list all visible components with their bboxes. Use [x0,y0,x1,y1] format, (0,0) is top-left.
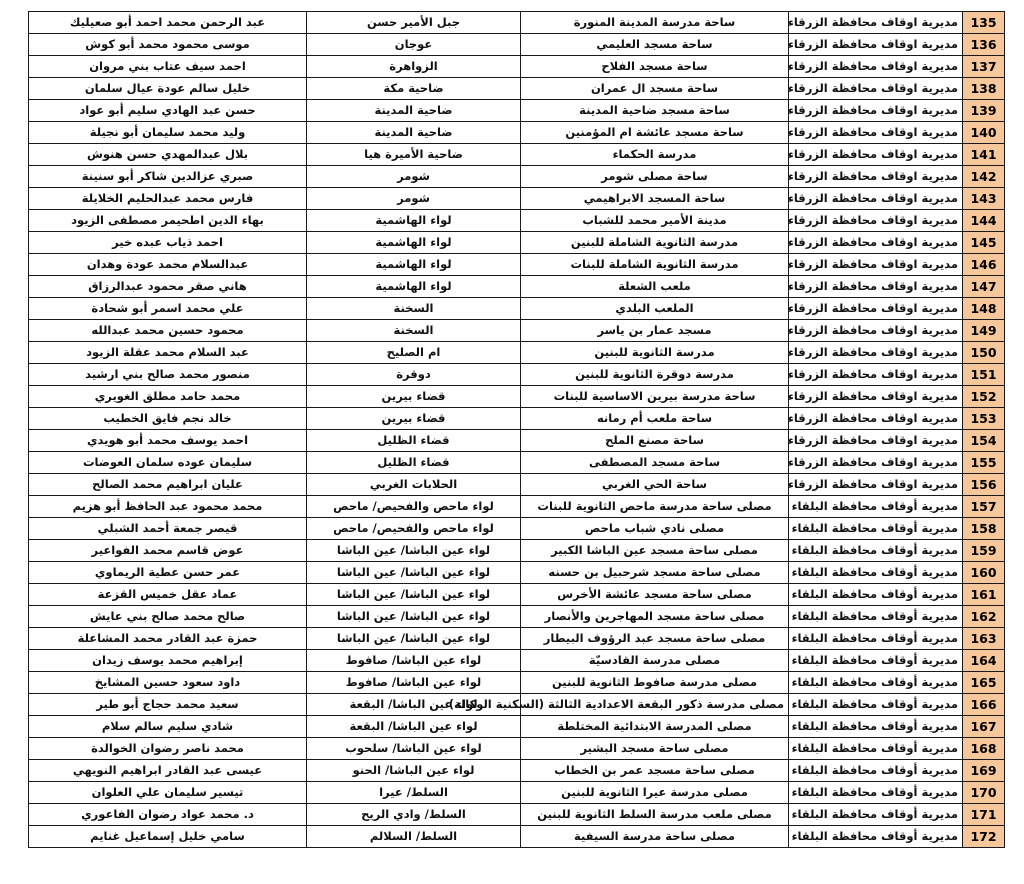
directorate-cell: مديرية اوقاف محافظة الزرقاء [789,320,963,342]
row-number: 164 [963,650,1005,672]
site-cell: ساحة المسجد الابراهيمي [521,188,789,210]
area-cell: عوجان [307,34,521,56]
directorate-cell: مديرية اوقاف محافظة الزرقاء [789,430,963,452]
site-cell: مصلى مدرسة ذكور البقعة الاعدادية الثالثة (السكنية الوكالة) [521,694,789,716]
table-row [29,496,1005,518]
table-row [29,276,1005,298]
row-number: 159 [963,540,1005,562]
table-row [29,452,1005,474]
area-cell: لواء الهاشمية [307,276,521,298]
site-cell: مدرسة الحكماء [521,144,789,166]
area-cell: ضاحية المدينة [307,122,521,144]
site-cell: مصلى مدرسة صافوط الثانوية للبنين [521,672,789,694]
person-name-cell: محمد حامد مطلق الغويري [29,386,307,408]
person-name-cell: بهاء الدين اطحيمر مصطفى الزيود [29,210,307,232]
person-name-cell: داود سعود حسين المشايخ [29,672,307,694]
area-cell: ضاحية الأميرة هيا [307,144,521,166]
site-cell: مدرسة الثانوية الشاملة للبنات [521,254,789,276]
directorate-cell: مديرية اوقاف محافظة الزرقاء [789,12,963,34]
area-cell: قضاء بيرين [307,386,521,408]
row-number: 169 [963,760,1005,782]
area-cell: لواء عين الباشا/ صافوط [307,650,521,672]
person-name-cell: عمر حسن عطية الريماوي [29,562,307,584]
person-name-cell: قيصر جمعة أحمد الشبلي [29,518,307,540]
table-row [29,298,1005,320]
site-cell: مصلى ساحة مسجد عبد الرؤوف البيطار [521,628,789,650]
site-cell: ساحة مسجد المصطفى [521,452,789,474]
area-cell: ضاحية المدينة [307,100,521,122]
person-name-cell: عبد الرحمن محمد احمد أبو صعيليك [29,12,307,34]
row-number: 139 [963,100,1005,122]
row-number: 146 [963,254,1005,276]
row-number: 157 [963,496,1005,518]
person-name-cell: وليد محمد سليمان أبو نجيلة [29,122,307,144]
table-row [29,782,1005,804]
table-row [29,826,1005,848]
person-name-cell: د. محمد عواد رضوان الفاعوري [29,804,307,826]
directorate-cell: مديرية اوقاف محافظة الزرقاء [789,276,963,298]
area-cell: لواء عين الباشا/ البقعة [307,716,521,738]
row-number: 151 [963,364,1005,386]
site-cell: مصلى ملعب مدرسة السلط الثانوية للبنين [521,804,789,826]
site-cell: ملعب الشعلة [521,276,789,298]
row-number: 158 [963,518,1005,540]
table-row [29,34,1005,56]
person-name-cell: محمود حسين محمد عبدالله [29,320,307,342]
table-row [29,144,1005,166]
row-number: 143 [963,188,1005,210]
row-number: 154 [963,430,1005,452]
table-row [29,562,1005,584]
person-name-cell: حسن عبد الهادي سليم أبو عواد [29,100,307,122]
person-name-cell: احمد ذياب عبده خير [29,232,307,254]
person-name-cell: شادي سليم سالم سلام [29,716,307,738]
row-number: 168 [963,738,1005,760]
table-row [29,232,1005,254]
area-cell: ام الصليح [307,342,521,364]
person-name-cell: موسى محمود محمد أبو كوش [29,34,307,56]
row-number: 167 [963,716,1005,738]
row-number: 153 [963,408,1005,430]
table-row [29,210,1005,232]
row-number: 150 [963,342,1005,364]
site-cell: مدينة الأمير محمد للشباب [521,210,789,232]
row-number: 166 [963,694,1005,716]
person-name-cell: سعيد محمد حجاج أبو طير [29,694,307,716]
row-number: 171 [963,804,1005,826]
site-cell: ساحة مسجد ضاحية المدينة [521,100,789,122]
site-cell: مصلى ساحة مسجد عين الباشا الكبير [521,540,789,562]
row-number: 140 [963,122,1005,144]
area-cell: الحلابات الغربي [307,474,521,496]
area-cell: لواء عين الباشا/ عين الباشا [307,628,521,650]
directorate-cell: مديرية أوقاف محافظة البلقاء [789,782,963,804]
directorate-cell: مديرية اوقاف محافظة الزرقاء [789,298,963,320]
person-name-cell: محمد ناصر رضوان الخوالدة [29,738,307,760]
row-number: 170 [963,782,1005,804]
directorate-cell: مديرية أوقاف محافظة البلقاء [789,804,963,826]
directorate-cell: مديرية اوقاف محافظة الزرقاء [789,188,963,210]
site-cell: مصلى ساحة مسجد البشير [521,738,789,760]
person-name-cell: عوض قاسم محمد الفواعير [29,540,307,562]
area-cell: لواء عين الباشا/ عين الباشا [307,606,521,628]
site-cell: مدرسة دوقرة الثانوية للبنين [521,364,789,386]
table-row [29,672,1005,694]
site-cell: ساحة ملعب أم رمانه [521,408,789,430]
person-name-cell: حمزة عبد القادر محمد المشاعلة [29,628,307,650]
site-cell: مصلى ساحة مسجد عمر بن الخطاب [521,760,789,782]
table-row [29,342,1005,364]
prayer-sites-table [28,11,1005,848]
person-name-cell: احمد سيف عتاب بني مروان [29,56,307,78]
site-cell: مصلى ساحة مدرسة ماحص الثانوية للبنات [521,496,789,518]
person-name-cell: صبري عزالدين شاكر أبو سنينة [29,166,307,188]
table-row [29,650,1005,672]
site-cell: الملعب البلدي [521,298,789,320]
site-cell: مدرسة الثانوية للبنين [521,342,789,364]
site-cell: ساحة مسجد عائشة ام المؤمنين [521,122,789,144]
site-cell: ساحة الحي الغربي [521,474,789,496]
row-number: 137 [963,56,1005,78]
table-row [29,628,1005,650]
area-cell: شومر [307,188,521,210]
person-name-cell: عماد عقل خميس القزعة [29,584,307,606]
person-name-cell: محمد محمود عبد الحافظ أبو هزيم [29,496,307,518]
directorate-cell: مديرية أوقاف محافظة البلقاء [789,694,963,716]
directorate-cell: مديرية اوقاف محافظة الزرقاء [789,452,963,474]
directorate-cell: مديرية اوقاف محافظة الزرقاء [789,364,963,386]
table-row [29,430,1005,452]
directorate-cell: مديرية أوقاف محافظة البلقاء [789,760,963,782]
table-row [29,760,1005,782]
area-cell: قضاء الظليل [307,430,521,452]
person-name-cell: فارس محمد عبدالحليم الخلايلة [29,188,307,210]
directorate-cell: مديرية أوقاف محافظة البلقاء [789,496,963,518]
directorate-cell: مديرية أوقاف محافظة البلقاء [789,540,963,562]
person-name-cell: بلال عبدالمهدي حسن هنوش [29,144,307,166]
table-row [29,100,1005,122]
table-row [29,716,1005,738]
person-name-cell: خالد نجم فايق الخطيب [29,408,307,430]
table-row [29,78,1005,100]
area-cell: لواء عين الباشا/ البقعة [307,694,521,716]
area-cell: الزواهرة [307,56,521,78]
row-number: 152 [963,386,1005,408]
site-cell: ساحة مدرسة بيرين الاساسية للبنات [521,386,789,408]
directorate-cell: مديرية أوقاف محافظة البلقاء [789,628,963,650]
person-name-cell: منصور محمد صالح بني ارشيد [29,364,307,386]
site-cell: مسجد عمار بن ياسر [521,320,789,342]
area-cell: قضاء بيرين [307,408,521,430]
person-name-cell: عبدالسلام محمد عودة وهدان [29,254,307,276]
person-name-cell: تيسير سليمان علي العلوان [29,782,307,804]
row-number: 138 [963,78,1005,100]
area-cell: لواء الهاشمية [307,254,521,276]
area-cell: لواء عين الباشا/ عين الباشا [307,540,521,562]
area-cell: لواء الهاشمية [307,210,521,232]
area-cell: السلط/ السلالم [307,826,521,848]
row-number: 136 [963,34,1005,56]
directorate-cell: مديرية أوقاف محافظة البلقاء [789,716,963,738]
site-cell: ساحة مسجد ال عمران [521,78,789,100]
table-row [29,804,1005,826]
site-cell: مصلى المدرسة الابتدائية المختلطة [521,716,789,738]
table-row [29,188,1005,210]
directorate-cell: مديرية اوقاف محافظة الزرقاء [789,210,963,232]
row-number: 163 [963,628,1005,650]
row-number: 162 [963,606,1005,628]
site-cell: ساحة مسجد الفلاح [521,56,789,78]
person-name-cell: سليمان عوده سلمان العوضات [29,452,307,474]
area-cell: لواء عين الباشا/ سلحوب [307,738,521,760]
table-row [29,474,1005,496]
row-number: 165 [963,672,1005,694]
person-name-cell: خليل سالم عودة عيال سلمان [29,78,307,100]
table-row [29,518,1005,540]
directorate-cell: مديرية اوقاف محافظة الزرقاء [789,232,963,254]
area-cell: لواء عين الباشا/ الحنو [307,760,521,782]
table-row [29,408,1005,430]
person-name-cell: عيسى عبد القادر ابراهيم النويهي [29,760,307,782]
area-cell: لواء الهاشمية [307,232,521,254]
table-row [29,364,1005,386]
area-cell: السخنة [307,298,521,320]
row-number: 149 [963,320,1005,342]
person-name-cell: عبد السلام محمد عقلة الزيود [29,342,307,364]
directorate-cell: مديرية أوقاف محافظة البلقاء [789,650,963,672]
directorate-cell: مديرية اوقاف محافظة الزرقاء [789,122,963,144]
site-cell: مصلى مدرسة عيرا الثانوية للبنين [521,782,789,804]
row-number: 147 [963,276,1005,298]
site-cell: مصلى مدرسة القادسيّة [521,650,789,672]
directorate-cell: مديرية أوقاف محافظة البلقاء [789,518,963,540]
person-name-cell: إبراهيم محمد يوسف زيدان [29,650,307,672]
directorate-cell: مديرية أوقاف محافظة البلقاء [789,584,963,606]
directorate-cell: مديرية أوقاف محافظة البلقاء [789,738,963,760]
table-row [29,386,1005,408]
site-cell: مصلى ساحة مسجد عائشة الأخرس [521,584,789,606]
table-row [29,166,1005,188]
directorate-cell: مديرية اوقاف محافظة الزرقاء [789,100,963,122]
row-number: 148 [963,298,1005,320]
person-name-cell: احمد يوسف محمد أبو هويدي [29,430,307,452]
area-cell: لواء ماحص والفحيص/ ماحص [307,518,521,540]
directorate-cell: مديرية اوقاف محافظة الزرقاء [789,254,963,276]
person-name-cell: عليان ابراهيم محمد الصالح [29,474,307,496]
area-cell: جبل الأمير حسن [307,12,521,34]
area-cell: شومر [307,166,521,188]
directorate-cell: مديرية اوقاف محافظة الزرقاء [789,386,963,408]
directorate-cell: مديرية أوقاف محافظة البلقاء [789,606,963,628]
row-number: 160 [963,562,1005,584]
directorate-cell: مديرية اوقاف محافظة الزرقاء [789,166,963,188]
row-number: 155 [963,452,1005,474]
table-row [29,56,1005,78]
area-cell: ضاحية مكة [307,78,521,100]
directorate-cell: مديرية اوقاف محافظة الزرقاء [789,144,963,166]
directorate-cell: مديرية اوقاف محافظة الزرقاء [789,56,963,78]
table-body [29,12,1005,848]
table-row [29,540,1005,562]
directorate-cell: مديرية أوقاف محافظة البلقاء [789,826,963,848]
table-row [29,738,1005,760]
area-cell: لواء عين الباشا/ عين الباشا [307,562,521,584]
area-cell: لواء عين الباشا/ عين الباشا [307,584,521,606]
row-number: 161 [963,584,1005,606]
table-row [29,606,1005,628]
person-name-cell: هاني صقر محمود عبدالرزاق [29,276,307,298]
directorate-cell: مديرية اوقاف محافظة الزرقاء [789,78,963,100]
row-number: 135 [963,12,1005,34]
site-cell: ساحة مصنع الملح [521,430,789,452]
row-number: 145 [963,232,1005,254]
person-name-cell: سامي خليل إسماعيل غنايم [29,826,307,848]
area-cell: لواء ماحص والفحيص/ ماحص [307,496,521,518]
prayer-sites-table-container [28,11,1004,848]
row-number: 141 [963,144,1005,166]
directorate-cell: مديرية اوقاف محافظة الزرقاء [789,342,963,364]
directorate-cell: مديرية أوقاف محافظة البلقاء [789,562,963,584]
site-cell: مصلى ساحة مدرسة السيفية [521,826,789,848]
table-row [29,584,1005,606]
directorate-cell: مديرية اوقاف محافظة الزرقاء [789,34,963,56]
row-number: 172 [963,826,1005,848]
table-row [29,12,1005,34]
site-cell: ساحة مدرسة المدينة المنورة [521,12,789,34]
area-cell: السلط/ عيرا [307,782,521,804]
site-cell: ساحة مصلى شومر [521,166,789,188]
table-row [29,320,1005,342]
table-row [29,122,1005,144]
area-cell: لواء عين الباشا/ صافوط [307,672,521,694]
area-cell: دوقرة [307,364,521,386]
row-number: 156 [963,474,1005,496]
row-number: 142 [963,166,1005,188]
table-row [29,254,1005,276]
person-name-cell: صالح محمد صالح بني عايش [29,606,307,628]
directorate-cell: مديرية أوقاف محافظة البلقاء [789,672,963,694]
site-cell: مصلى نادي شباب ماحص [521,518,789,540]
area-cell: السلط/ وادي الريح [307,804,521,826]
person-name-cell: علي محمد اسمر أبو شحادة [29,298,307,320]
site-cell: مصلى ساحة مسجد المهاجرين والأنصار [521,606,789,628]
site-cell: ساحة مسجد العليمي [521,34,789,56]
area-cell: السخنة [307,320,521,342]
directorate-cell: مديرية اوقاف محافظة الزرقاء [789,474,963,496]
site-cell: مصلى ساحة مسجد شرحبيل بن حسنه [521,562,789,584]
table-row [29,694,1005,716]
area-cell: قضاء الظليل [307,452,521,474]
row-number: 144 [963,210,1005,232]
directorate-cell: مديرية اوقاف محافظة الزرقاء [789,408,963,430]
site-cell: مدرسة الثانوية الشاملة للبنين [521,232,789,254]
